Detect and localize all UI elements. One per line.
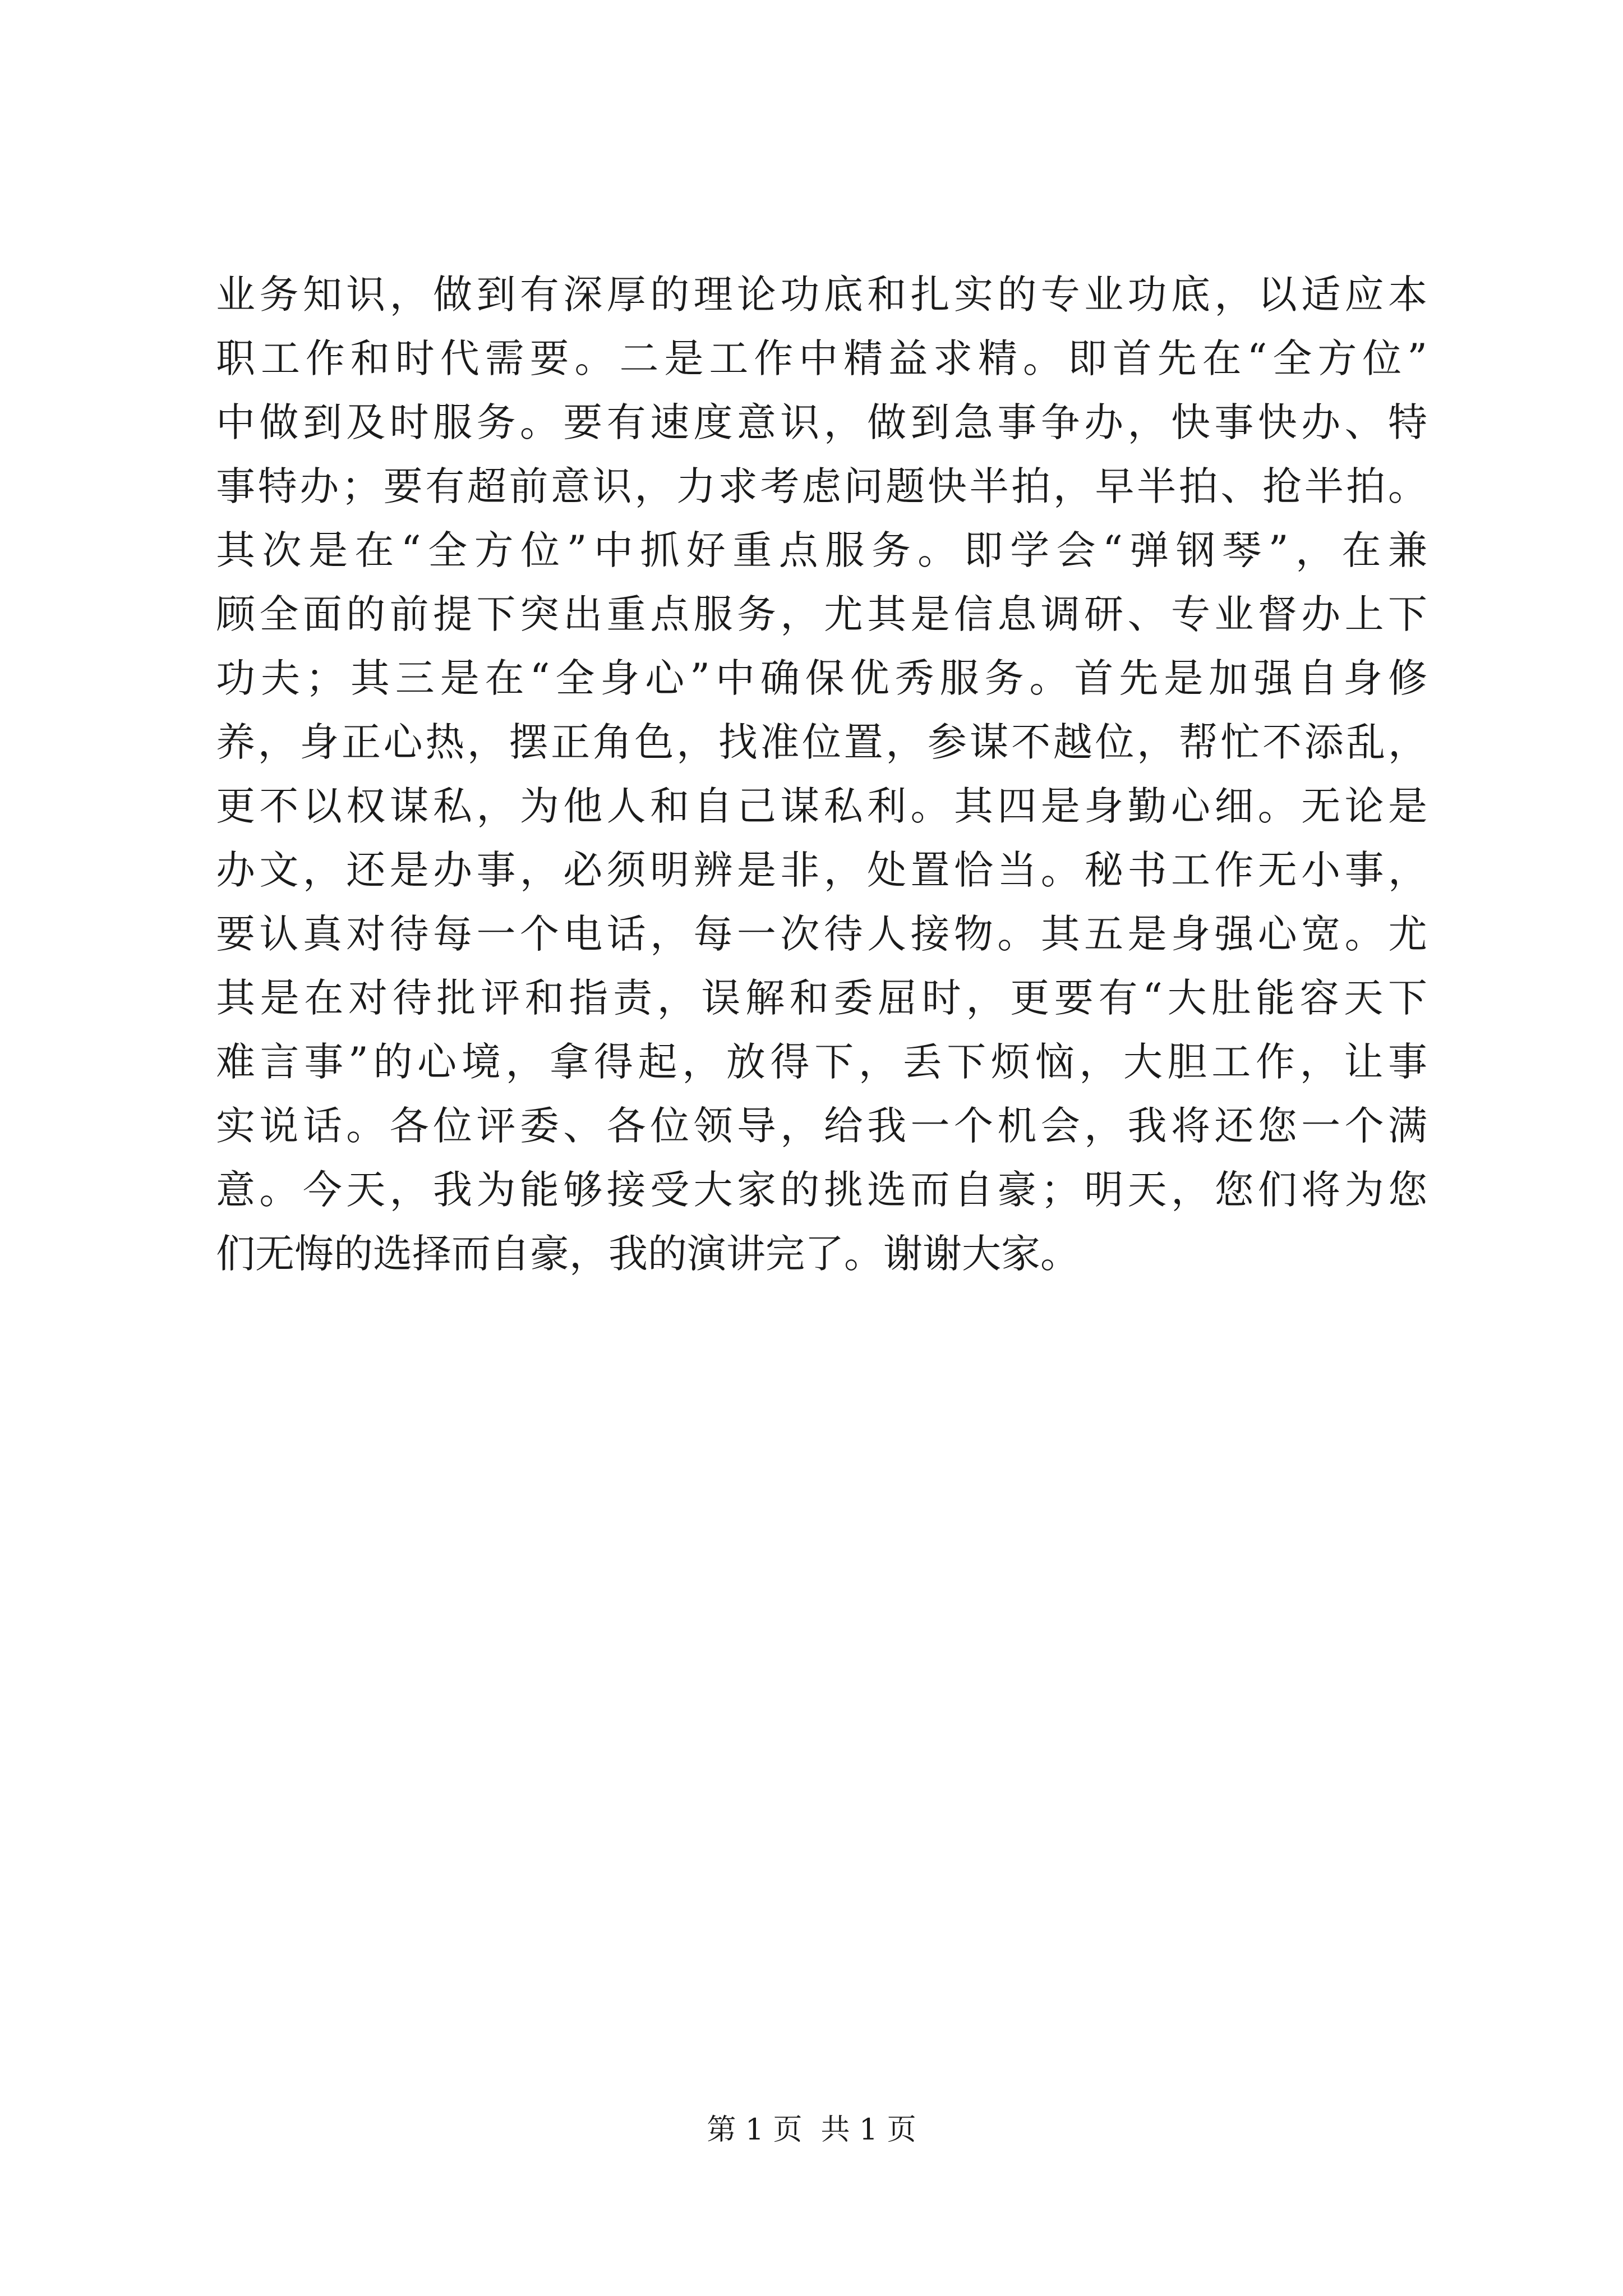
text-line: 其是在对待批评和指责，误解和委屈时，更要有“大肚能容天下: [216, 975, 1427, 1021]
body-paragraph: [216, 263, 1427, 1286]
text-line: 顾全面的前提下突出重点服务，尤其是信息调研、专业督办上下: [216, 591, 1427, 637]
text-line: 养，身正心热，摆正角色，找准位置，参谋不越位，帮忙不添乱，: [216, 719, 1427, 765]
text-line: 事特办；要有超前意识，力求考虑问题快半拍，早半拍、抢半拍。: [216, 463, 1427, 509]
text-line: 办文，还是办事，必须明辨是非，处置恰当。秘书工作无小事，: [216, 847, 1427, 893]
page-number-label: 第 1 页 共 1 页: [707, 2113, 916, 2147]
text-line: 们无悔的选择而自豪，我的演讲完了。谢谢大家。: [216, 1231, 1080, 1277]
text-line: 中做到及时服务。要有速度意识，做到急事争办，快事快办、特: [216, 399, 1427, 445]
text-line: 意。今天，我为能够接受大家的挑选而自豪；明天，您们将为您: [216, 1167, 1427, 1213]
text-line: 实说话。各位评委、各位领导，给我一个机会，我将还您一个满: [216, 1103, 1427, 1149]
text-line: 职工作和时代需要。二是工作中精益求精。即首先在“全方位”: [216, 335, 1427, 381]
text-line: 要认真对待每一个电话，每一次待人接物。其五是身强心宽。尤: [216, 911, 1427, 957]
text-line: 业务知识，做到有深厚的理论功底和扎实的专业功底，以适应本: [216, 272, 1427, 318]
text-line: 难言事”的心境，拿得起，放得下，丢下烦恼，大胆工作，让事: [216, 1039, 1427, 1085]
text-line: 更不以权谋私，为他人和自己谋私利。其四是身勤心细。无论是: [216, 783, 1427, 829]
text-line: 功夫；其三是在“全身心”中确保优秀服务。首先是加强自身修: [216, 655, 1427, 701]
page-footer: [0, 2108, 1623, 2152]
text-line: 其次是在“全方位”中抓好重点服务。即学会“弹钢琴”，在兼: [216, 527, 1427, 573]
